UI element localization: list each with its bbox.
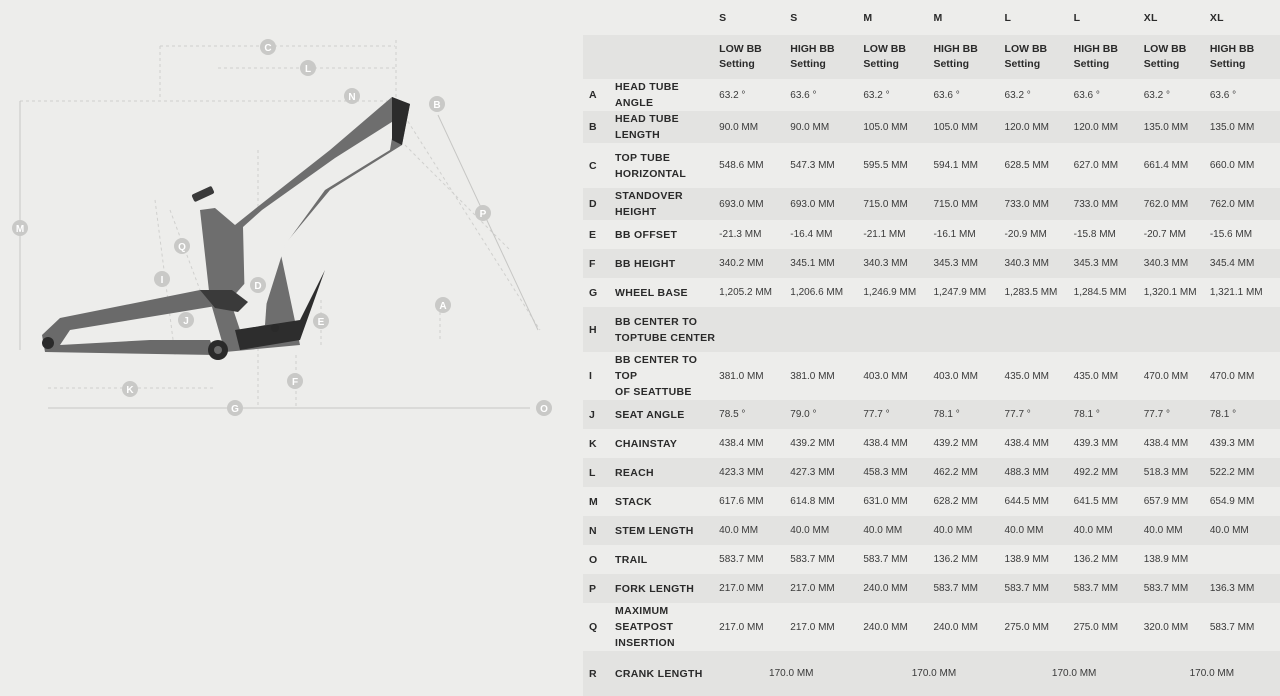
row-name — [615, 143, 719, 188]
row-value: 77.7 ° — [1144, 400, 1210, 429]
row-name-line: OF SEATTUBE — [615, 386, 692, 398]
row-value: 470.0 MM — [1210, 352, 1280, 400]
crank-value: 170.0 MM — [1144, 651, 1280, 696]
row-value: 1,206.6 MM — [790, 278, 863, 307]
row-name-line: BB OFFSET — [615, 228, 678, 241]
size-header: XL — [1143, 11, 1158, 24]
row-name — [615, 487, 719, 516]
row-value: 217.0 MM — [719, 603, 790, 651]
row-value: 435.0 MM — [1074, 352, 1144, 400]
row-name — [615, 307, 719, 352]
row-letter: B — [583, 111, 615, 143]
setting-header — [1144, 35, 1210, 79]
setting-line: Setting — [863, 58, 899, 70]
row-letter: R — [583, 651, 615, 696]
row-value: 138.9 MM — [1144, 545, 1210, 574]
row-value: 381.0 MM — [719, 352, 790, 400]
row-value: 345.3 MM — [1074, 249, 1144, 278]
row-value: 488.3 MM — [1005, 458, 1074, 487]
row-value: 1,247.9 MM — [933, 278, 1004, 307]
row-value: 583.7 MM — [933, 574, 1004, 603]
row-letter: K — [583, 429, 615, 458]
label-c — [260, 39, 276, 55]
setting-line: HIGH BB — [790, 43, 835, 55]
row-value: 381.0 MM — [790, 352, 863, 400]
row-value: -20.7 MM — [1144, 220, 1210, 249]
row-name — [615, 79, 719, 111]
row-value — [1144, 307, 1210, 352]
row-value: 617.6 MM — [719, 487, 790, 516]
table-row — [583, 400, 1280, 429]
row-letter: D — [583, 188, 615, 220]
row-value: 79.0 ° — [790, 400, 863, 429]
row-value: 77.7 ° — [1005, 400, 1074, 429]
row-value: 340.3 MM — [1005, 249, 1074, 278]
setting-line: Setting — [790, 58, 826, 70]
geometry-table — [583, 0, 1280, 696]
label-k — [122, 381, 138, 397]
row-value: 693.0 MM — [719, 188, 790, 220]
row-letter: Q — [583, 603, 615, 651]
row-letter: N — [583, 516, 615, 545]
header-spacer — [615, 0, 719, 35]
setting-line: Setting — [1004, 58, 1041, 70]
geometry-diagram — [0, 0, 580, 682]
row-name-line: HEAD TUBE ANGLE — [615, 81, 679, 109]
row-value: 423.3 MM — [719, 458, 790, 487]
size-header: L — [1004, 11, 1012, 24]
row-name — [615, 516, 719, 545]
row-value: 63.6 ° — [1210, 79, 1280, 111]
row-letter: G — [583, 278, 615, 307]
crank-value: 170.0 MM — [863, 651, 1004, 696]
row-name-line: SEAT ANGLE — [615, 408, 685, 421]
row-value: 427.3 MM — [790, 458, 863, 487]
setting-header — [1210, 35, 1280, 79]
row-name-line: HEAD TUBE LENGTH — [615, 113, 679, 141]
svg-text:E: E — [317, 317, 325, 328]
row-letter: H — [583, 307, 615, 352]
row-value: 715.0 MM — [863, 188, 933, 220]
row-value: 641.5 MM — [1074, 487, 1144, 516]
row-value: 135.0 MM — [1210, 111, 1280, 143]
row-letter: E — [583, 220, 615, 249]
setting-header — [790, 35, 863, 79]
row-letter: P — [583, 574, 615, 603]
row-value: 583.7 MM — [1074, 574, 1144, 603]
row-letter: L — [583, 458, 615, 487]
size-header-row — [583, 0, 1280, 35]
row-value: -16.1 MM — [933, 220, 1004, 249]
row-value: 583.7 MM — [1005, 574, 1074, 603]
svg-text:N: N — [348, 92, 356, 103]
label-i — [154, 271, 170, 287]
row-letter: J — [583, 400, 615, 429]
row-name — [615, 249, 719, 278]
svg-text:I: I — [160, 275, 164, 286]
row-name-line: STANDOVER HEIGHT — [615, 190, 683, 218]
label-a — [435, 297, 451, 313]
label-e — [313, 313, 329, 329]
row-value: 63.2 ° — [863, 79, 933, 111]
row-value: 628.5 MM — [1005, 143, 1074, 188]
row-value: 715.0 MM — [933, 188, 1004, 220]
row-name — [615, 278, 719, 307]
row-value: 240.0 MM — [863, 574, 933, 603]
setting-header-row — [583, 35, 1280, 79]
row-name — [615, 111, 719, 143]
row-value: 614.8 MM — [790, 487, 863, 516]
svg-text:L: L — [304, 64, 312, 75]
label-j — [178, 312, 194, 328]
table-row — [583, 603, 1280, 651]
size-header: XL — [1209, 11, 1224, 24]
row-value: 628.2 MM — [933, 487, 1004, 516]
header-spacer — [583, 35, 615, 79]
row-name-line: TOP TUBE — [615, 151, 671, 164]
row-name-line: REACH — [615, 466, 654, 479]
row-value: 275.0 MM — [1005, 603, 1074, 651]
row-value: 438.4 MM — [863, 429, 933, 458]
setting-line: HIGH BB — [933, 43, 978, 55]
row-value: 439.3 MM — [1210, 429, 1280, 458]
row-value: 583.7 MM — [1144, 574, 1210, 603]
row-value: 1,205.2 MM — [719, 278, 790, 307]
row-value: 90.0 MM — [719, 111, 790, 143]
row-letter: C — [583, 143, 615, 188]
table-row — [583, 307, 1280, 352]
row-name — [615, 429, 719, 458]
row-name — [615, 188, 719, 220]
svg-text:O: O — [540, 404, 548, 415]
row-value: 105.0 MM — [863, 111, 933, 143]
row-value: 40.0 MM — [863, 516, 933, 545]
row-value — [863, 307, 933, 352]
row-value: 40.0 MM — [933, 516, 1004, 545]
row-value: 120.0 MM — [1005, 111, 1074, 143]
row-value: 644.5 MM — [1005, 487, 1074, 516]
table-row — [583, 487, 1280, 516]
row-value: 40.0 MM — [1005, 516, 1074, 545]
row-value: 120.0 MM — [1074, 111, 1144, 143]
crank-value: 170.0 MM — [719, 651, 863, 696]
setting-header — [1074, 35, 1144, 79]
row-value: -21.3 MM — [719, 220, 790, 249]
row-value — [1074, 307, 1144, 352]
row-value: -16.4 MM — [790, 220, 863, 249]
row-name — [615, 220, 719, 249]
header-spacer — [615, 35, 719, 79]
row-value: 345.3 MM — [933, 249, 1004, 278]
label-d — [250, 277, 266, 293]
table-row — [583, 143, 1280, 188]
row-value: 439.2 MM — [790, 429, 863, 458]
row-value: 40.0 MM — [1074, 516, 1144, 545]
row-name-line: CHAINSTAY — [615, 437, 678, 450]
row-value: 1,246.9 MM — [863, 278, 933, 307]
setting-line: LOW BB — [719, 43, 762, 55]
row-value: 733.0 MM — [1074, 188, 1144, 220]
row-letter: O — [583, 545, 615, 574]
label-b — [429, 96, 445, 112]
row-value: 522.2 MM — [1210, 458, 1280, 487]
row-value: 340.2 MM — [719, 249, 790, 278]
setting-line: Setting — [719, 58, 755, 70]
setting-header — [933, 35, 1004, 79]
frame-front-triangle — [191, 97, 410, 352]
row-name-line: STEM LENGTH — [615, 524, 694, 537]
table-row — [583, 429, 1280, 458]
setting-header — [719, 35, 790, 79]
row-value: 63.2 ° — [1005, 79, 1074, 111]
svg-text:J: J — [183, 316, 189, 327]
table-row — [583, 220, 1280, 249]
row-value: 217.0 MM — [719, 574, 790, 603]
row-value: 583.7 MM — [1210, 603, 1280, 651]
row-name-line: TRAIL — [615, 553, 648, 566]
svg-text:K: K — [126, 385, 134, 396]
setting-line: Setting — [933, 58, 970, 70]
table-row — [583, 188, 1280, 220]
row-value — [1005, 307, 1074, 352]
table-row — [583, 516, 1280, 545]
setting-line: HIGH BB — [1073, 43, 1118, 55]
row-name-line: INSERTION — [615, 637, 675, 649]
row-value: 77.7 ° — [863, 400, 933, 429]
row-value: 90.0 MM — [790, 111, 863, 143]
table-row — [583, 249, 1280, 278]
row-value: 583.7 MM — [719, 545, 790, 574]
label-o — [536, 400, 552, 416]
row-value: 403.0 MM — [863, 352, 933, 400]
row-value: 462.2 MM — [933, 458, 1004, 487]
row-value: 275.0 MM — [1074, 603, 1144, 651]
table-row — [583, 545, 1280, 574]
row-value: 439.3 MM — [1074, 429, 1144, 458]
row-name-line: BB CENTER TO — [615, 315, 698, 328]
row-value: 762.0 MM — [1210, 188, 1280, 220]
svg-text:M: M — [15, 224, 25, 235]
row-value: 438.4 MM — [719, 429, 790, 458]
row-value: 63.6 ° — [1074, 79, 1144, 111]
table-row — [583, 458, 1280, 487]
label-f — [287, 373, 303, 389]
label-q — [174, 238, 190, 254]
label-n — [344, 88, 360, 104]
row-value: 40.0 MM — [790, 516, 863, 545]
row-value: 78.5 ° — [719, 400, 790, 429]
row-letter: M — [583, 487, 615, 516]
row-value: 631.0 MM — [863, 487, 933, 516]
svg-text:C: C — [264, 43, 272, 54]
row-value: 1,283.5 MM — [1005, 278, 1074, 307]
table-row-crank — [583, 651, 1280, 696]
row-value — [933, 307, 1004, 352]
row-name — [615, 574, 719, 603]
row-name-line: STACK — [615, 495, 652, 508]
row-letter: F — [583, 249, 615, 278]
row-value: 1,284.5 MM — [1074, 278, 1144, 307]
row-value: 217.0 MM — [790, 574, 863, 603]
row-value: 136.2 MM — [1074, 545, 1144, 574]
row-value: 693.0 MM — [790, 188, 863, 220]
row-name-line: MAXIMUM SEATPOST — [615, 605, 674, 633]
row-value: 105.0 MM — [933, 111, 1004, 143]
row-value: 1,321.1 MM — [1210, 278, 1280, 307]
row-value — [719, 307, 790, 352]
row-value: 458.3 MM — [863, 458, 933, 487]
row-value: 136.3 MM — [1210, 574, 1280, 603]
row-value: -15.6 MM — [1210, 220, 1280, 249]
row-value: 657.9 MM — [1144, 487, 1210, 516]
row-value: 1,320.1 MM — [1144, 278, 1210, 307]
row-value: 583.7 MM — [863, 545, 933, 574]
table-row — [583, 352, 1280, 400]
row-name — [615, 545, 719, 574]
row-value: 627.0 MM — [1074, 143, 1144, 188]
row-value: 340.3 MM — [863, 249, 933, 278]
label-m — [12, 220, 28, 236]
row-value: 733.0 MM — [1005, 188, 1074, 220]
row-value: 439.2 MM — [933, 429, 1004, 458]
row-name — [615, 603, 719, 651]
table-row — [583, 278, 1280, 307]
row-value: 135.0 MM — [1144, 111, 1210, 143]
header-spacer — [583, 0, 615, 35]
row-value: 345.1 MM — [790, 249, 863, 278]
row-name-line: TOPTUBE CENTER — [615, 331, 716, 344]
row-value: 345.4 MM — [1210, 249, 1280, 278]
setting-line: HIGH BB — [1209, 43, 1255, 55]
row-value: 78.1 ° — [1210, 400, 1280, 429]
size-header: L — [1073, 11, 1081, 24]
frame-illustration — [0, 0, 580, 682]
row-name-line: BB HEIGHT — [615, 257, 676, 270]
row-value: 583.7 MM — [790, 545, 863, 574]
row-value — [1210, 545, 1280, 574]
setting-header — [863, 35, 933, 79]
row-value: 240.0 MM — [863, 603, 933, 651]
setting-header — [1005, 35, 1074, 79]
row-value: 547.3 MM — [790, 143, 863, 188]
row-value: 470.0 MM — [1144, 352, 1210, 400]
row-name-line: HORIZONTAL — [615, 167, 687, 180]
setting-line: Setting — [1143, 58, 1180, 70]
row-value: 78.1 ° — [1074, 400, 1144, 429]
row-value: -20.9 MM — [1005, 220, 1074, 249]
svg-text:F: F — [291, 377, 299, 388]
row-value: 136.2 MM — [933, 545, 1004, 574]
setting-line: Setting — [1209, 58, 1246, 70]
size-header: S — [790, 11, 798, 24]
svg-text:P: P — [479, 209, 487, 220]
size-header: M — [863, 11, 873, 24]
row-value: 217.0 MM — [790, 603, 863, 651]
row-value: 438.4 MM — [1144, 429, 1210, 458]
row-value: 78.1 ° — [933, 400, 1004, 429]
row-value — [790, 307, 863, 352]
row-value: 340.3 MM — [1144, 249, 1210, 278]
size-header: S — [719, 11, 727, 24]
svg-text:G: G — [231, 404, 239, 415]
row-value: 138.9 MM — [1005, 545, 1074, 574]
row-value: 435.0 MM — [1005, 352, 1074, 400]
row-value: 63.6 ° — [933, 79, 1004, 111]
row-value: 654.9 MM — [1210, 487, 1280, 516]
row-name: CRANK LENGTH — [615, 651, 719, 696]
row-value: 594.1 MM — [933, 143, 1004, 188]
svg-text:A: A — [439, 301, 447, 312]
label-l — [300, 60, 316, 76]
row-value: 63.2 ° — [719, 79, 790, 111]
setting-line: LOW BB — [1004, 43, 1048, 55]
svg-text:D: D — [254, 281, 262, 292]
row-value: 661.4 MM — [1144, 143, 1210, 188]
row-name — [615, 400, 719, 429]
table-row — [583, 574, 1280, 603]
setting-line: LOW BB — [1143, 43, 1187, 55]
geometry-table-body — [583, 79, 1280, 696]
row-value: 40.0 MM — [1210, 516, 1280, 545]
row-value: 595.5 MM — [863, 143, 933, 188]
label-g — [227, 400, 243, 416]
row-name — [615, 352, 719, 400]
row-value: 240.0 MM — [933, 603, 1004, 651]
row-value: 492.2 MM — [1074, 458, 1144, 487]
setting-line: Setting — [1073, 58, 1110, 70]
svg-text:Q: Q — [178, 242, 186, 253]
row-value: 660.0 MM — [1210, 143, 1280, 188]
svg-text:B: B — [433, 100, 441, 111]
row-value: 63.6 ° — [790, 79, 863, 111]
row-value — [1210, 307, 1280, 352]
row-value: -15.8 MM — [1074, 220, 1144, 249]
row-name-line: BB CENTER TO TOP — [615, 354, 698, 382]
row-name-line: WHEEL BASE — [615, 286, 688, 299]
row-name — [615, 458, 719, 487]
row-value: 548.6 MM — [719, 143, 790, 188]
row-value: -21.1 MM — [863, 220, 933, 249]
row-letter: A — [583, 79, 615, 111]
row-value: 320.0 MM — [1144, 603, 1210, 651]
row-value: 63.2 ° — [1144, 79, 1210, 111]
row-value: 40.0 MM — [719, 516, 790, 545]
row-value: 438.4 MM — [1005, 429, 1074, 458]
crank-value: 170.0 MM — [1005, 651, 1144, 696]
row-value: 40.0 MM — [1144, 516, 1210, 545]
table-row — [583, 79, 1280, 111]
label-p — [475, 205, 491, 221]
row-letter: I — [583, 352, 615, 400]
row-value: 403.0 MM — [933, 352, 1004, 400]
row-name-line: FORK LENGTH — [615, 582, 695, 595]
row-value: 518.3 MM — [1144, 458, 1210, 487]
table-row — [583, 111, 1280, 143]
row-value: 762.0 MM — [1144, 188, 1210, 220]
setting-line: LOW BB — [863, 43, 906, 55]
size-header: M — [933, 11, 943, 24]
